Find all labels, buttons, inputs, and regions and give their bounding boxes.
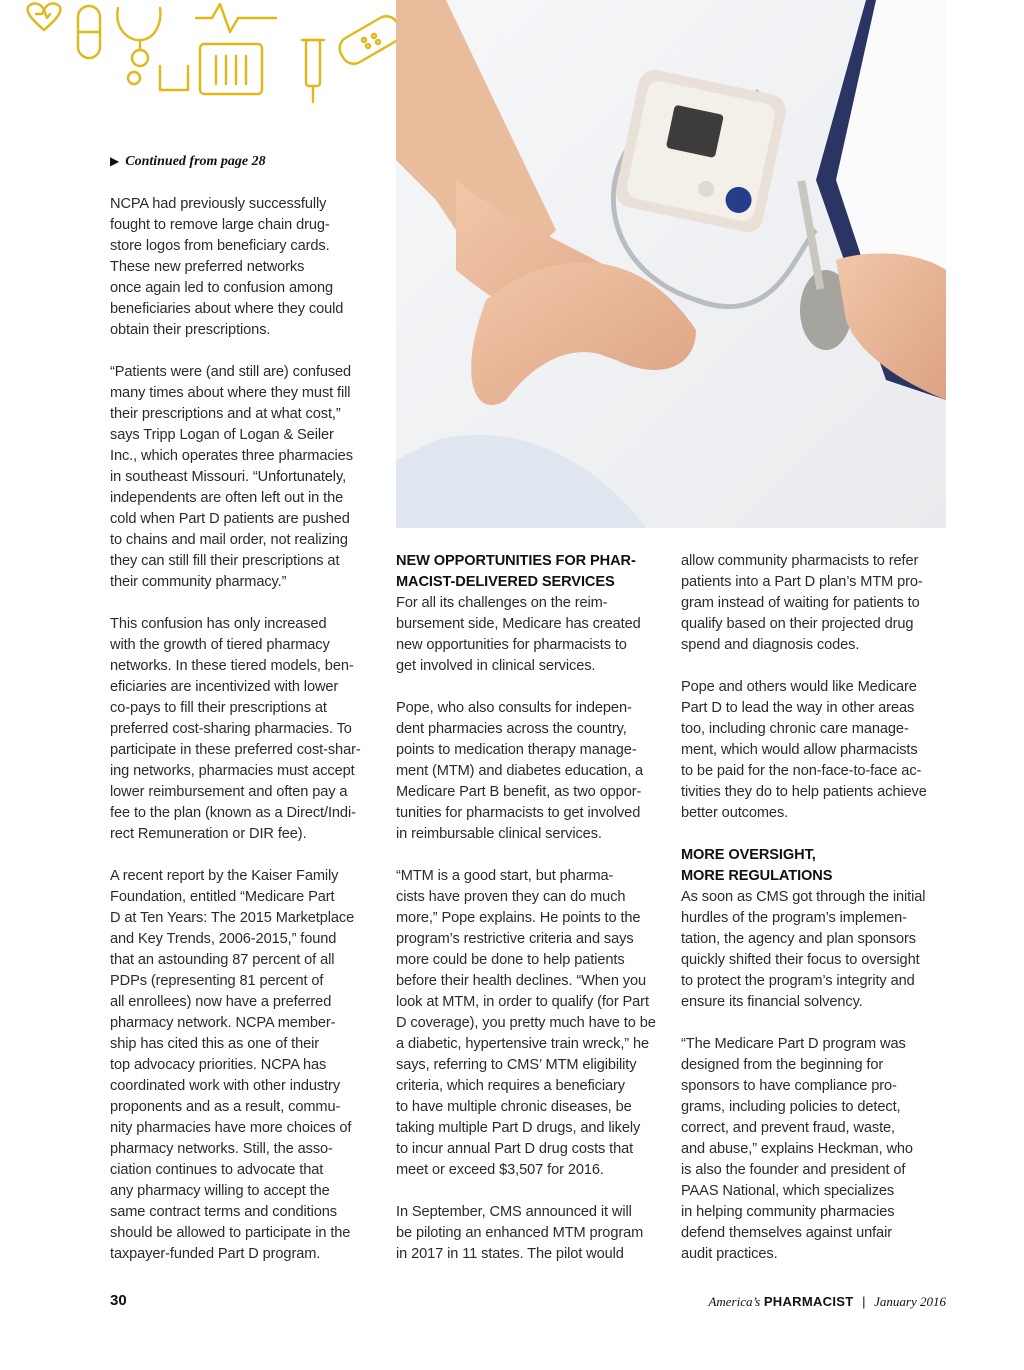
pill-capsule-icon	[78, 6, 100, 58]
masthead-brand: PHARMACIST	[763, 1294, 854, 1309]
paragraph: “Patients were (and still are) confused many times about where they must fill their prescriptions and at what cost,” says Tripp Logan of Logan & Seiler Inc., which operates three pharmacies in southeast Missouri. “Unfortunately, independents are often left out in the cold when Part D patients are pushed to chains and mail order, not realizing they can still fill their prescriptions at their community pharmacy.”	[110, 364, 353, 590]
syringe-icon	[302, 40, 324, 102]
paragraph: This confusion has only increased with the growth of tiered pharmacy networks. In these tiered models, ben- eficiaries are incentivized with lower co-pays to fill their prescriptions at preferred cost-sharing pharmacies. To participate in these preferred cost-shar- ing networks, pharmacies must accept lower reimbursement and often pay a fee to the plan (known as a Direct/Indi- rect Remuneration or DIR fee).	[110, 616, 361, 842]
paragraph: “The Medicare Part D program was designed from the beginning for sponsors to have compliance pro- grams, including policies to detect, correct, and prevent fraud, waste, and abuse,” explains Heckman, who is also the founder and president of PAAS National, which specializes in helping community pharmacies defend themselves against unfair audit practices.	[681, 1036, 913, 1262]
paragraph: Pope and others would like Medicare Part D to lead the way in other areas too, including chronic care manage- ment, which would allow pharmacists to be paid for the non-face-to-face ac- tivities they do to help patients achieve better outcomes.	[681, 679, 927, 821]
cup-icon	[128, 66, 188, 90]
column-3	[681, 551, 949, 1286]
stethoscope-icon	[117, 8, 160, 66]
bandage-icon	[335, 12, 404, 68]
paragraph: For all its challenges on the reim- bursement side, Medicare has created new opportunities for pharmacists to get involved in clinical services.	[396, 595, 641, 674]
paragraph: NCPA had previously successfully fought to remove large chain drug- store logos from beneficiary cards. These new preferred networks once again led to confusion among beneficiaries about where they could obtain their prescriptions.	[110, 196, 344, 338]
issue-date: January 2016	[874, 1294, 946, 1309]
paragraph: “MTM is a good start, but pharma- cists have proven they can do much more,” Pope explains. He points to the program’s restrictive criteria and says more could be done to help patients before their health declines. “When you look at MTM, in order to qualify (for Part D coverage), you pretty much have to be a diabetic, hypertensive train wreck,” he says, referring to CMS’ MTM eligibility criteria, which requires a beneficiary to have multiple chronic diseases, be taking multiple Part D drugs, and likely to incur annual Part D drug costs that meet or exceed $3,507 for 2016.	[396, 868, 656, 1178]
page-footer	[110, 1292, 946, 1312]
paragraph: As soon as CMS got through the initial hurdles of the program’s implemen- tation, the agency and plan sponsors quickly shifted their focus to oversight to protect the program’s integrity and ensure its financial solvency.	[681, 889, 926, 1010]
section-heading: NEW OPPORTUNITIES FOR PHAR- MACIST-DELIVERED SERVICES	[396, 553, 636, 590]
heartbeat-icon	[196, 4, 276, 32]
page-number: 30	[110, 1292, 127, 1309]
paragraph: allow community pharmacists to refer patients into a Part D plan’s MTM pro- gram instead of waiting for patients to qualify based on their projected drug spend and diagnosis codes.	[681, 553, 923, 653]
paragraph: A recent report by the Kaiser Family Foundation, entitled “Medicare Part D at Ten Years: The 2015 Marketplace and Key Trends, 2006-2015,” found that an astounding 87 percent of all PDPs (representing 81 percent of all enrollees) now have a preferred pharmacy network. NCPA member- ship has cited this as one of their top advocacy priorities. NCPA has coordinated work with other industry proponents and as a result, commu- nity pharmacies have more choices of pharmacy networks. Still, the asso- ciation continues to advocate that any pharmacy willing to accept the same contract terms and conditions should be allowed to participate in the taxpayer-funded Part D program.	[110, 868, 355, 1262]
column-1	[110, 194, 382, 1286]
section-heading: MORE OVERSIGHT, MORE REGULATIONS	[681, 847, 833, 884]
continued-from-note: ▶ Continued from page 28	[110, 154, 266, 169]
blood-pressure-photo	[396, 0, 946, 528]
heart-icon	[28, 3, 61, 30]
column-2	[396, 551, 666, 1286]
paragraph: Pope, who also consults for indepen- dent pharmacies across the country, points to medication therapy manage- ment (MTM) and diabetes education, a Medicare Part B benefit, as two oppor- tunities for pharmacists to get involved in reimbursable clinical services.	[396, 700, 644, 842]
paragraph: In September, CMS announced it will be piloting an enhanced MTM program in 2017 in 11 states. The pilot would	[396, 1204, 644, 1262]
medicine-box-icon	[200, 44, 262, 94]
masthead	[708, 1294, 946, 1310]
play-triangle-icon: ▶	[110, 154, 120, 168]
masthead-italic: America’s	[708, 1294, 761, 1309]
masthead-separator: |	[862, 1294, 866, 1309]
